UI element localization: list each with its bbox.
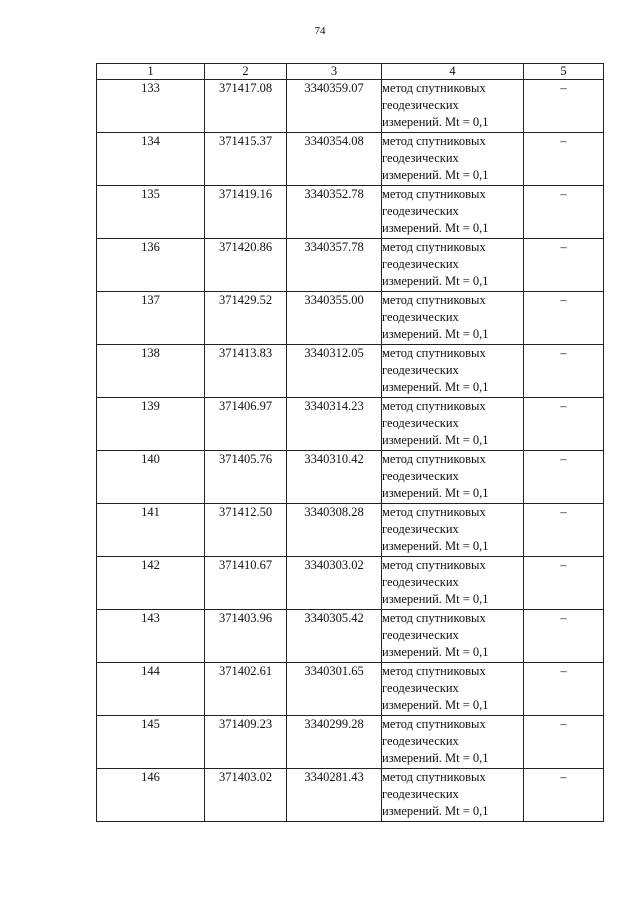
method-line: измерений. Mt = 0,1 [382,327,489,341]
method-line: метод спутниковых [382,611,486,625]
method-line: метод спутниковых [382,240,486,254]
method-line: геодезических [382,522,459,536]
table-row [97,451,604,504]
table-row [97,610,604,663]
y-coordinate-cell: 3340312.05 [287,345,382,398]
y-coordinate-cell: 3340299.28 [287,716,382,769]
accuracy-cell: – [524,80,604,133]
y-coordinate-cell: 3340310.42 [287,451,382,504]
accuracy-cell: – [524,239,604,292]
method-line: метод спутниковых [382,664,486,678]
x-coordinate-cell: 371417.08 [205,80,287,133]
accuracy-cell: – [524,557,604,610]
point-number-cell: 138 [97,345,205,398]
method-line: метод спутниковых [382,134,486,148]
accuracy-cell: – [524,292,604,345]
accuracy-cell: – [524,504,604,557]
method-line: измерений. Mt = 0,1 [382,592,489,606]
point-number-cell: 145 [97,716,205,769]
method-cell [382,716,524,769]
x-coordinate-cell: 371409.23 [205,716,287,769]
accuracy-cell: – [524,451,604,504]
x-coordinate-cell: 371410.67 [205,557,287,610]
method-cell [382,663,524,716]
table-row [97,133,604,186]
method-line: геодезических [382,151,459,165]
accuracy-cell: – [524,610,604,663]
method-line: метод спутниковых [382,81,486,95]
method-line: измерений. Mt = 0,1 [382,115,489,129]
table-body [97,80,604,822]
accuracy-cell: – [524,133,604,186]
x-coordinate-cell: 371412.50 [205,504,287,557]
table-row [97,292,604,345]
point-number-cell: 135 [97,186,205,239]
method-line: измерений. Mt = 0,1 [382,168,489,182]
method-line: геодезических [382,98,459,112]
x-coordinate-cell: 371402.61 [205,663,287,716]
point-number-cell: 142 [97,557,205,610]
x-coordinate-cell: 371406.97 [205,398,287,451]
method-line: метод спутниковых [382,452,486,466]
method-cell [382,133,524,186]
method-cell [382,186,524,239]
point-number-cell: 144 [97,663,205,716]
method-line: метод спутниковых [382,770,486,784]
method-line: геодезических [382,734,459,748]
table-row [97,716,604,769]
column-header: 1 [97,64,205,80]
point-number-cell: 139 [97,398,205,451]
table-row [97,345,604,398]
accuracy-cell: – [524,398,604,451]
method-line: геодезических [382,257,459,271]
y-coordinate-cell: 3340303.02 [287,557,382,610]
table-row [97,504,604,557]
method-cell [382,610,524,663]
method-line: геодезических [382,681,459,695]
method-line: измерений. Mt = 0,1 [382,380,489,394]
method-line: геодезических [382,575,459,589]
table-row [97,80,604,133]
method-line: метод спутниковых [382,293,486,307]
point-number-cell: 133 [97,80,205,133]
method-line: геодезических [382,469,459,483]
column-header: 3 [287,64,382,80]
method-cell [382,769,524,822]
method-cell [382,504,524,557]
y-coordinate-cell: 3340308.28 [287,504,382,557]
y-coordinate-cell: 3340301.65 [287,663,382,716]
table-row [97,557,604,610]
method-cell [382,451,524,504]
y-coordinate-cell: 3340305.42 [287,610,382,663]
method-line: геодезических [382,204,459,218]
y-coordinate-cell: 3340314.23 [287,398,382,451]
method-line: измерений. Mt = 0,1 [382,645,489,659]
accuracy-cell: – [524,186,604,239]
point-number-cell: 140 [97,451,205,504]
x-coordinate-cell: 371415.37 [205,133,287,186]
y-coordinate-cell: 3340355.00 [287,292,382,345]
page-number: 74 [314,25,326,37]
x-coordinate-cell: 371419.16 [205,186,287,239]
method-line: метод спутниковых [382,346,486,360]
method-cell [382,80,524,133]
accuracy-cell: – [524,345,604,398]
method-line: измерений. Mt = 0,1 [382,433,489,447]
table-row [97,769,604,822]
method-cell [382,398,524,451]
table-row [97,239,604,292]
method-line: измерений. Mt = 0,1 [382,698,489,712]
method-line: метод спутниковых [382,187,486,201]
method-line: измерений. Mt = 0,1 [382,486,489,500]
method-line: измерений. Mt = 0,1 [382,274,489,288]
table-row [97,663,604,716]
method-line: геодезических [382,628,459,642]
point-number-cell: 137 [97,292,205,345]
table-row [97,186,604,239]
point-number-cell: 141 [97,504,205,557]
accuracy-cell: – [524,663,604,716]
point-number-cell: 136 [97,239,205,292]
method-cell [382,292,524,345]
x-coordinate-cell: 371403.02 [205,769,287,822]
method-line: геодезических [382,310,459,324]
method-line: метод спутниковых [382,505,486,519]
column-header: 5 [524,64,604,80]
method-line: измерений. Mt = 0,1 [382,751,489,765]
x-coordinate-cell: 371420.86 [205,239,287,292]
method-line: измерений. Mt = 0,1 [382,539,489,553]
x-coordinate-cell: 371405.76 [205,451,287,504]
method-line: метод спутниковых [382,558,486,572]
column-header: 4 [382,64,524,80]
x-coordinate-cell: 371413.83 [205,345,287,398]
x-coordinate-cell: 371403.96 [205,610,287,663]
table-row [97,398,604,451]
point-number-cell: 134 [97,133,205,186]
method-line: измерений. Mt = 0,1 [382,221,489,235]
accuracy-cell: – [524,769,604,822]
point-number-cell: 146 [97,769,205,822]
accuracy-cell: – [524,716,604,769]
y-coordinate-cell: 3340352.78 [287,186,382,239]
method-line: геодезических [382,363,459,377]
x-coordinate-cell: 371429.52 [205,292,287,345]
column-header: 2 [205,64,287,80]
y-coordinate-cell: 3340354.08 [287,133,382,186]
method-cell [382,345,524,398]
point-number-cell: 143 [97,610,205,663]
y-coordinate-cell: 3340359.07 [287,80,382,133]
table-header-row [97,64,604,80]
coordinates-table [96,63,604,822]
method-line: геодезических [382,416,459,430]
y-coordinate-cell: 3340281.43 [287,769,382,822]
y-coordinate-cell: 3340357.78 [287,239,382,292]
method-line: геодезических [382,787,459,801]
method-line: метод спутниковых [382,717,486,731]
method-cell [382,239,524,292]
method-line: метод спутниковых [382,399,486,413]
method-line: измерений. Mt = 0,1 [382,804,489,818]
method-cell [382,557,524,610]
